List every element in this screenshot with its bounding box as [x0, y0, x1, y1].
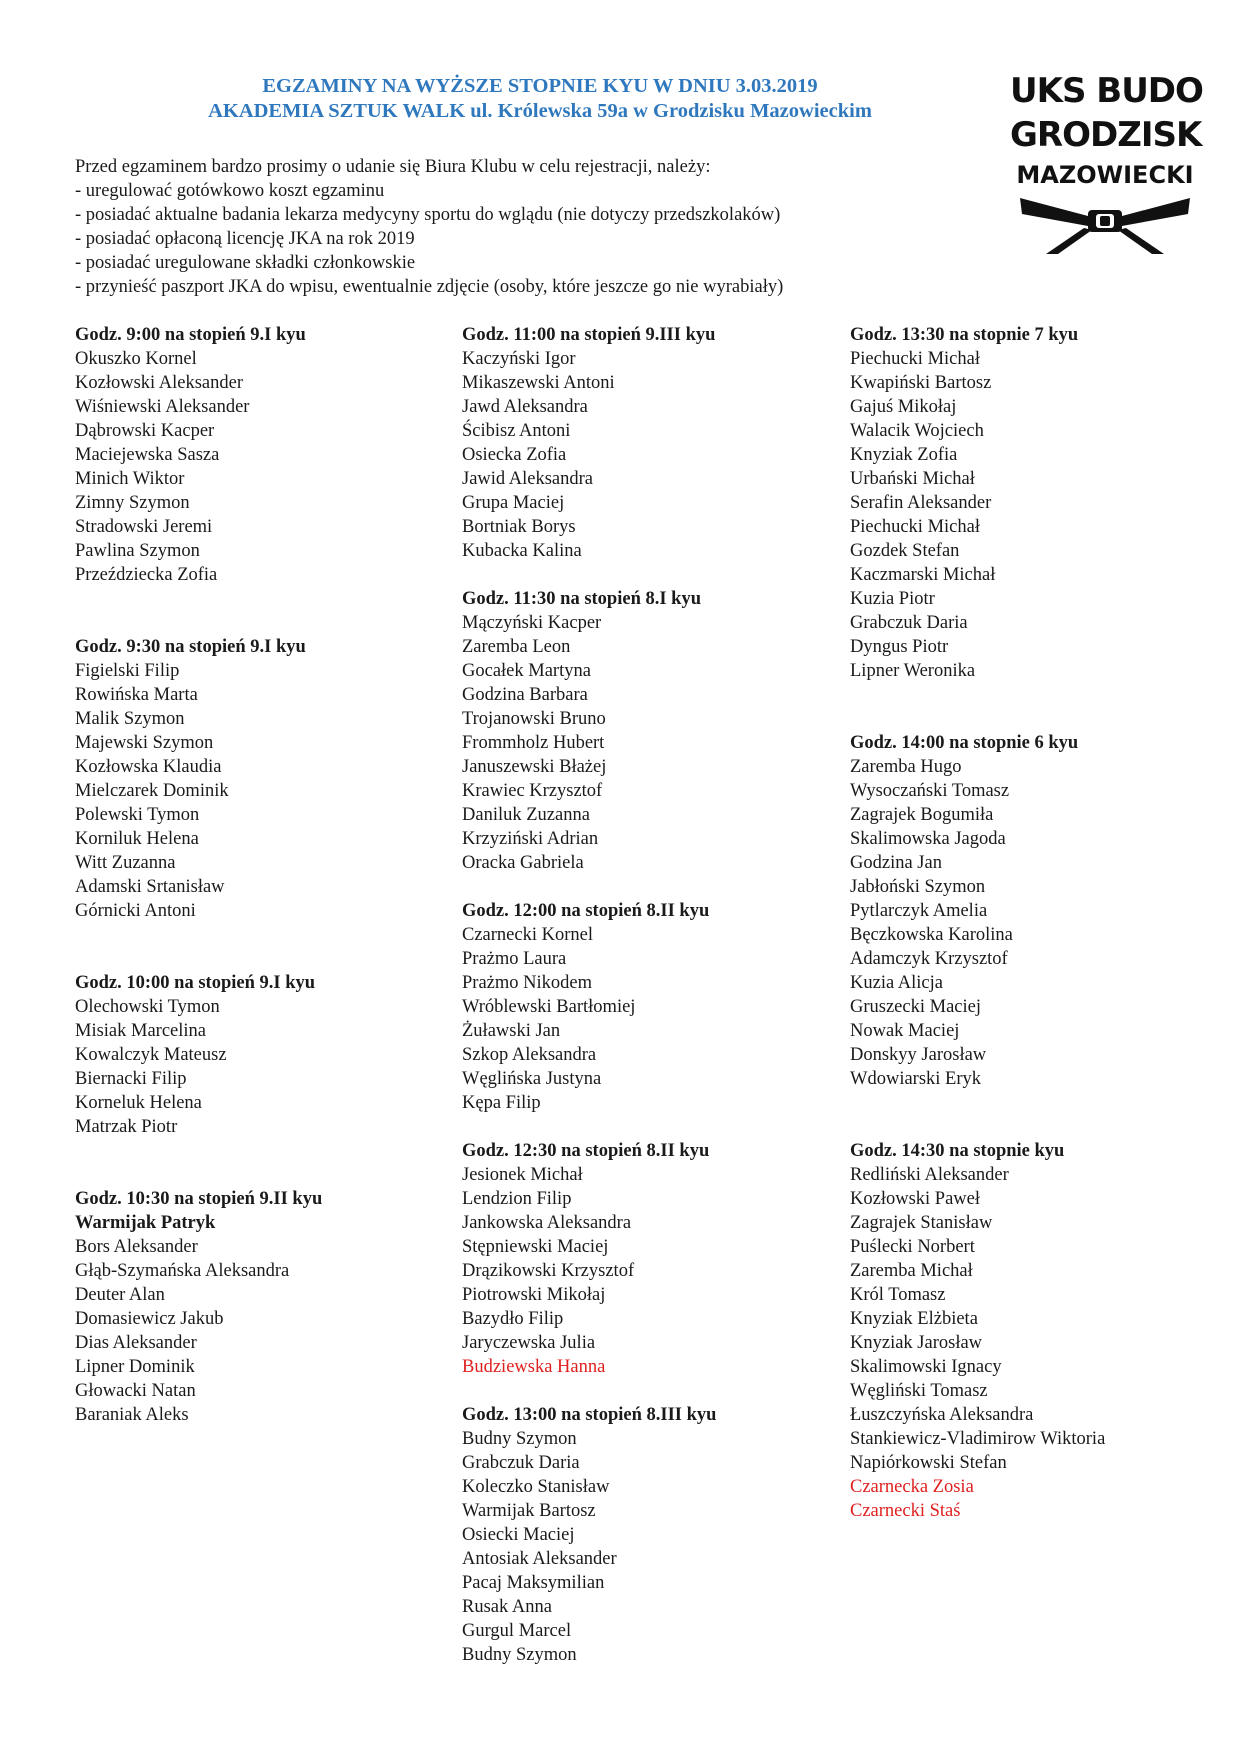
participant-name: Matrzak Piotr	[75, 1117, 178, 1137]
participant-name: Czarnecka Zosia	[850, 1477, 974, 1497]
exam-group	[462, 323, 716, 563]
participant-name: Daniluk Zuzanna	[462, 805, 590, 825]
participant-name: Godzina Barbara	[462, 685, 588, 705]
participant-name: Kaczmarski Michał	[850, 565, 996, 585]
participant-name: Przeździecka Zofia	[75, 565, 218, 585]
participant-name: Olechowski Tymon	[75, 997, 220, 1017]
participant-name: Kuzia Piotr	[850, 589, 935, 609]
participant-name: Pawlina Szymon	[75, 541, 200, 561]
participant-name: Ścibisz Antoni	[462, 421, 571, 441]
group-heading: Godz. 11:30 na stopień 8.I kyu	[462, 589, 702, 609]
participant-name: Mikaszewski Antoni	[462, 373, 615, 393]
participant-name: Gocałek Martyna	[462, 661, 591, 681]
exam-group	[462, 899, 716, 1115]
participant-name: Kowalczyk Mateusz	[75, 1045, 227, 1065]
intro-line: - uregulować gotówkowo koszt egzaminu	[75, 181, 385, 201]
participant-name: Puślecki Norbert	[850, 1237, 975, 1257]
participant-name: Grabczuk Daria	[850, 613, 968, 633]
group-heading: Godz. 14:30 na stopnie kyu	[850, 1141, 1065, 1161]
participant-name: Kubacka Kalina	[462, 541, 582, 561]
exam-group	[75, 323, 322, 587]
intro-line: - posiadać uregulowane składki członkowskie	[75, 253, 416, 273]
participant-name: Pacaj Maksymilian	[462, 1573, 605, 1593]
participant-name: Knyziak Elżbieta	[850, 1309, 978, 1329]
participant-name: Stępniewski Maciej	[462, 1237, 609, 1257]
group-heading: Godz. 13:00 na stopień 8.III kyu	[462, 1405, 717, 1425]
participant-name: Skalimowska Jagoda	[850, 829, 1006, 849]
participant-name: Węgliński Tomasz	[850, 1381, 988, 1401]
participant-name: Bęczkowska Karolina	[850, 925, 1013, 945]
participant-name: Napiórkowski Stefan	[850, 1453, 1007, 1473]
participant-name: Lipner Weronika	[850, 661, 976, 681]
participant-name: Kozłowska Klaudia	[75, 757, 222, 777]
participant-name: Rowińska Marta	[75, 685, 198, 705]
group-heading: Godz. 14:00 na stopnie 6 kyu	[850, 733, 1079, 753]
participant-name: Lendzion Filip	[462, 1189, 572, 1209]
participant-name: Jawd Aleksandra	[462, 397, 588, 417]
participant-name: Krzyziński Adrian	[462, 829, 599, 849]
participant-name: Frommholz Hubert	[462, 733, 605, 753]
exam-group	[850, 731, 1105, 1091]
schedule-column-2	[462, 323, 716, 1667]
participant-name: Czarnecki Staś	[850, 1501, 961, 1521]
participant-name: Szkop Aleksandra	[462, 1045, 597, 1065]
participant-name: Osiecki Maciej	[462, 1525, 575, 1545]
participant-name: Malik Szymon	[75, 709, 185, 729]
participant-name: Jankowska Aleksandra	[462, 1213, 632, 1233]
participant-name: Wdowiarski Eryk	[850, 1069, 982, 1089]
participant-name: Witt Zuzanna	[75, 853, 176, 873]
participant-name: Polewski Tymon	[75, 805, 200, 825]
participant-name: Bors Aleksander	[75, 1237, 198, 1257]
participant-name: Węglińska Justyna	[462, 1069, 602, 1089]
participant-name: Kozłowski Aleksander	[75, 373, 244, 393]
participant-name: Maciejewska Sasza	[75, 445, 220, 465]
logo-line-3: MAZOWIECKI	[1016, 161, 1194, 189]
participant-name: Godzina Jan	[850, 853, 942, 873]
group-heading: Godz. 10:30 na stopień 9.II kyu	[75, 1189, 323, 1209]
participant-name: Dias Aleksander	[75, 1333, 197, 1353]
participant-name: Warmijak Bartosz	[462, 1501, 596, 1521]
participant-name: Kępa Filip	[462, 1093, 541, 1113]
participant-name: Knyziak Jarosław	[850, 1333, 983, 1353]
exam-group	[850, 1139, 1105, 1523]
exam-group	[75, 971, 322, 1139]
participant-name: Adamczyk Krzysztof	[850, 949, 1008, 969]
participant-name: Donskyy Jarosław	[850, 1045, 987, 1065]
participant-name: Korniluk Helena	[75, 829, 199, 849]
participant-name: Deuter Alan	[75, 1285, 165, 1305]
group-heading: Godz. 10:00 na stopień 9.I kyu	[75, 973, 316, 993]
intro-line: - przynieść paszport JKA do wpisu, ewentualnie zdjęcie (osoby, które jeszcze go nie wyrabiały)	[75, 277, 784, 297]
schedule-column-3	[850, 323, 1105, 1523]
participant-name: Bortniak Borys	[462, 517, 576, 537]
participant-name: Grabczuk Daria	[462, 1453, 580, 1473]
intro-line: Przed egzaminem bardzo prosimy o udanie się Biura Klubu w celu rejestracji, należy:	[75, 157, 711, 177]
participant-name: Adamski Srtanisław	[75, 877, 225, 897]
participant-name: Czarnecki Kornel	[462, 925, 593, 945]
participant-name: Budny Szymon	[462, 1429, 577, 1449]
logo-line-1: UKS BUDO	[1010, 71, 1203, 111]
participant-name: Kozłowski Paweł	[850, 1189, 980, 1209]
participant-name: Warmijak Patryk	[75, 1213, 216, 1233]
group-heading: Godz. 13:30 na stopnie 7 kyu	[850, 325, 1079, 345]
participant-name: Prażmo Nikodem	[462, 973, 592, 993]
participant-name: Drązikowski Krzysztof	[462, 1261, 635, 1281]
title-line-2: AKADEMIA SZTUK WALK ul. Królewska 59a w Grodzisku Mazowieckim	[208, 100, 872, 122]
participant-name: Budny Szymon	[462, 1645, 577, 1665]
participant-name: Kwapiński Bartosz	[850, 373, 992, 393]
participant-name: Dąbrowski Kacper	[75, 421, 215, 441]
participant-name: Piotrowski Mikołaj	[462, 1285, 606, 1305]
title-line-1: EGZAMINY NA WYŻSZE STOPNIE KYU W DNIU 3.03.2019	[262, 75, 818, 97]
intro-line: - posiadać opłaconą licencję JKA na rok 2019	[75, 229, 415, 249]
participant-name: Budziewska Hanna	[462, 1357, 606, 1377]
participant-name: Głowacki Natan	[75, 1381, 196, 1401]
participant-name: Bazydło Filip	[462, 1309, 564, 1329]
participant-name: Gurgul Marcel	[462, 1621, 572, 1641]
participant-name: Wiśniewski Aleksander	[75, 397, 250, 417]
participant-name: Wysoczański Tomasz	[850, 781, 1010, 801]
participant-name: Januszewski Błażej	[462, 757, 607, 777]
participant-name: Majewski Szymon	[75, 733, 214, 753]
participant-name: Zagrajek Bogumiła	[850, 805, 994, 825]
participant-name: Jabłoński Szymon	[850, 877, 986, 897]
participant-name: Figielski Filip	[75, 661, 180, 681]
participant-name: Trojanowski Bruno	[462, 709, 606, 729]
group-heading: Godz. 11:00 na stopień 9.III kyu	[462, 325, 716, 345]
participant-name: Serafin Aleksander	[850, 493, 992, 513]
exam-group	[75, 1187, 322, 1427]
participant-name: Zaremba Hugo	[850, 757, 962, 777]
participant-name: Krawiec Krzysztof	[462, 781, 603, 801]
participant-name: Gruszecki Maciej	[850, 997, 981, 1017]
participant-name: Jesionek Michał	[462, 1165, 583, 1185]
intro-line: - posiadać aktualne badania lekarza medycyny sportu do wglądu (nie dotyczy przedszkolaków)	[75, 205, 781, 225]
participant-name: Gajuś Mikołaj	[850, 397, 957, 417]
participant-name: Głąb-Szymańska Aleksandra	[75, 1261, 290, 1281]
participant-name: Nowak Maciej	[850, 1021, 960, 1041]
exam-group	[850, 323, 1105, 683]
participant-name: Stradowski Jeremi	[75, 517, 213, 537]
participant-name: Wróblewski Bartłomiej	[462, 997, 636, 1017]
participant-name: Mączyński Kacper	[462, 613, 602, 633]
participant-name: Zaremba Leon	[462, 637, 571, 657]
participant-name: Knyziak Zofia	[850, 445, 958, 465]
participant-name: Zagrajek Stanisław	[850, 1213, 993, 1233]
participant-name: Urbański Michał	[850, 469, 975, 489]
participant-name: Jawid Aleksandra	[462, 469, 594, 489]
participant-name: Łuszczyńska Aleksandra	[850, 1405, 1034, 1425]
participant-name: Oracka Gabriela	[462, 853, 584, 873]
participant-name: Rusak Anna	[462, 1597, 552, 1617]
exam-group	[462, 1403, 716, 1667]
participant-name: Kuzia Alicja	[850, 973, 943, 993]
exam-group	[75, 635, 322, 923]
participant-name: Prażmo Laura	[462, 949, 567, 969]
participant-name: Okuszko Kornel	[75, 349, 197, 369]
participant-name: Zimny Szymon	[75, 493, 190, 513]
group-heading: Godz. 12:00 na stopień 8.II kyu	[462, 901, 710, 921]
participant-name: Zaremba Michał	[850, 1261, 973, 1281]
intro-text	[75, 155, 783, 299]
participant-name: Minich Wiktor	[75, 469, 185, 489]
participant-name: Stankiewicz-Vladimirow Wiktoria	[850, 1429, 1106, 1449]
participant-name: Skalimowski Ignacy	[850, 1357, 1002, 1377]
participant-name: Król Tomasz	[850, 1285, 946, 1305]
page-title	[0, 74, 1080, 124]
participant-name: Jaryczewska Julia	[462, 1333, 596, 1353]
participant-name: Mielczarek Dominik	[75, 781, 229, 801]
participant-name: Żuławski Jan	[462, 1021, 561, 1041]
group-heading: Godz. 9:30 na stopień 9.I kyu	[75, 637, 306, 657]
schedule-column-1	[75, 323, 322, 1427]
participant-name: Domasiewicz Jakub	[75, 1309, 224, 1329]
participant-name: Osiecka Zofia	[462, 445, 567, 465]
participant-name: Dyngus Piotr	[850, 637, 949, 657]
participant-name: Grupa Maciej	[462, 493, 565, 513]
group-heading: Godz. 9:00 na stopień 9.I kyu	[75, 325, 306, 345]
participant-name: Koleczko Stanisław	[462, 1477, 610, 1497]
participant-name: Kaczyński Igor	[462, 349, 576, 369]
participant-name: Pytlarczyk Amelia	[850, 901, 988, 921]
exam-group	[462, 1139, 716, 1379]
club-logo	[1010, 70, 1203, 260]
participant-name: Biernacki Filip	[75, 1069, 187, 1089]
participant-name: Redliński Aleksander	[850, 1165, 1009, 1185]
participant-name: Korneluk Helena	[75, 1093, 202, 1113]
participant-name: Gozdek Stefan	[850, 541, 960, 561]
black-belt-knot-icon	[1018, 192, 1192, 256]
participant-name: Walacik Wojciech	[850, 421, 984, 441]
participant-name: Piechucki Michał	[850, 517, 980, 537]
exam-group	[462, 587, 716, 875]
participant-name: Lipner Dominik	[75, 1357, 195, 1377]
participant-name: Piechucki Michał	[850, 349, 980, 369]
logo-line-2: GRODZISK	[1010, 115, 1202, 155]
participant-name: Baraniak Aleks	[75, 1405, 189, 1425]
participant-name: Górnicki Antoni	[75, 901, 196, 921]
participant-name: Misiak Marcelina	[75, 1021, 206, 1041]
participant-name: Antosiak Aleksander	[462, 1549, 617, 1569]
group-heading: Godz. 12:30 na stopień 8.II kyu	[462, 1141, 710, 1161]
